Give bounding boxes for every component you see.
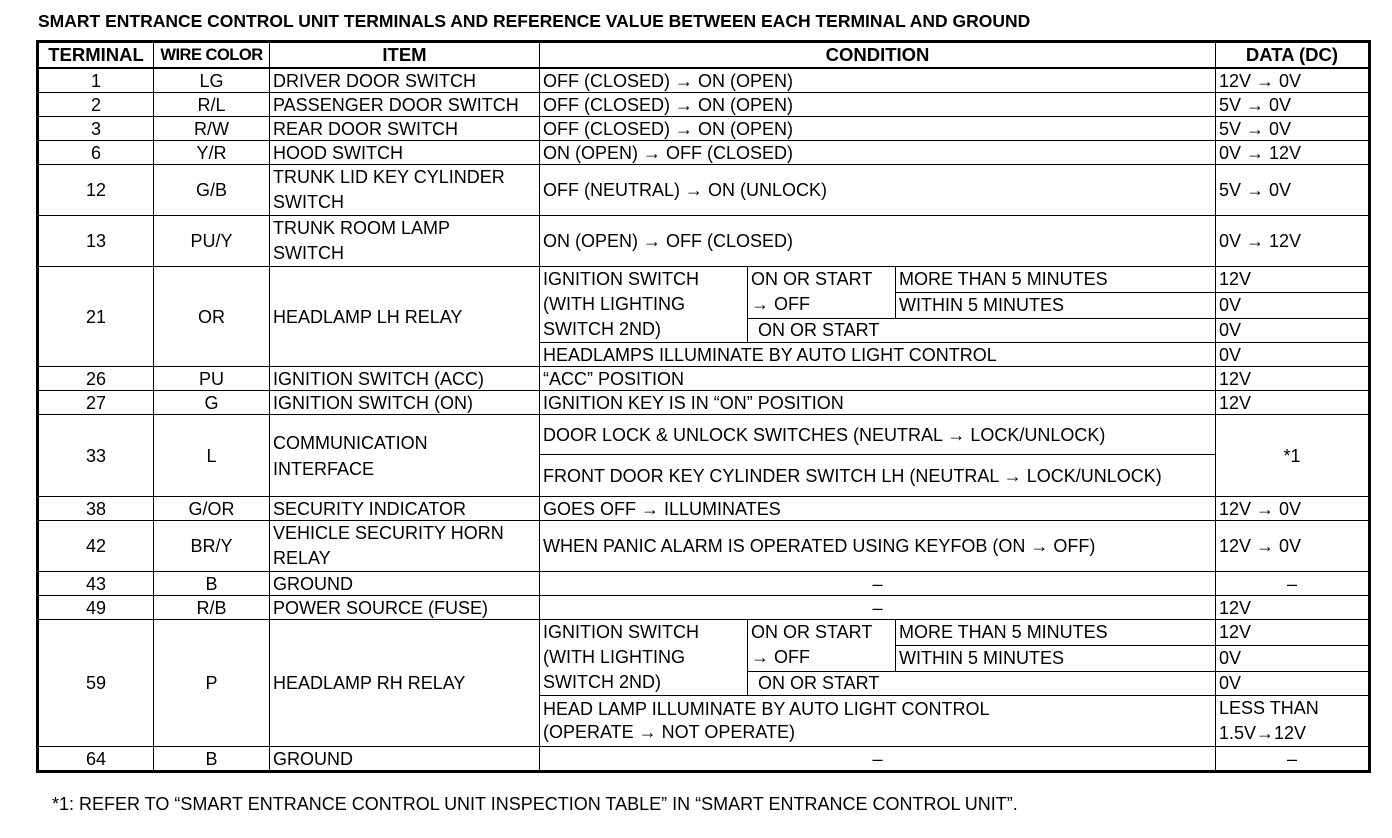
item-line: SWITCH [273, 243, 344, 263]
condition-cell: – [540, 596, 1216, 620]
data-cell: 12V [1216, 367, 1370, 391]
terminal-cell: 49 [38, 596, 154, 620]
wire-color-cell: P [154, 620, 270, 747]
item-cell: IGNITION SWITCH (ACC) [270, 367, 540, 391]
table-row [38, 572, 1370, 596]
item-cell [270, 216, 540, 267]
item-cell: GROUND [270, 747, 540, 772]
on-start-off-cell [748, 620, 896, 672]
item-line: TRUNK LID KEY CYLINDER [273, 167, 505, 187]
terminal-cell: 33 [38, 415, 154, 497]
table-row [38, 415, 1370, 455]
data-cell: 12V [1216, 596, 1370, 620]
on-or-start-cell: ON OR START [748, 318, 1216, 342]
condition-line: → OFF [751, 647, 810, 668]
item-line: SWITCH [273, 192, 344, 212]
data-cell: 12V [1216, 391, 1370, 415]
condition-line: (OPERATE → NOT OPERATE) [543, 722, 796, 742]
data-cell: 12V [1216, 620, 1370, 646]
item-cell [270, 415, 540, 497]
data-cell: – [1216, 747, 1370, 772]
terminal-cell: 27 [38, 391, 154, 415]
terminal-cell: 2 [38, 93, 154, 117]
wire-color-cell: LG [154, 68, 270, 93]
item-cell [270, 165, 540, 216]
on-start-off-cell [748, 267, 896, 319]
table-row [38, 497, 1370, 521]
data-line: LESS THAN [1219, 698, 1319, 718]
wire-color-cell: G/B [154, 165, 270, 216]
table-row [38, 596, 1370, 620]
wire-color-cell: OR [154, 267, 270, 367]
table-row [38, 141, 1370, 165]
data-cell: 0V [1216, 292, 1370, 318]
page-title: SMART ENTRANCE CONTROL UNIT TERMINALS AND REFERENCE VALUE BETWEEN EACH TERMINAL AND GROUND [38, 11, 1031, 31]
terminal-cell: 38 [38, 497, 154, 521]
table-row [38, 521, 1370, 572]
condition-cell: ON (OPEN) → OFF (CLOSED) [540, 216, 1216, 267]
wire-color-cell: BR/Y [154, 521, 270, 572]
condition-line: HEAD LAMP ILLUMINATE BY AUTO LIGHT CONTROL [543, 699, 990, 719]
within-cell: WITHIN 5 MINUTES [896, 645, 1216, 671]
item-line: TRUNK ROOM LAMP [273, 218, 451, 238]
condition-cell: – [540, 747, 1216, 772]
item-cell: IGNITION SWITCH (ON) [270, 391, 540, 415]
condition-cell: OFF (CLOSED) → ON (OPEN) [540, 117, 1216, 141]
terminal-cell: 59 [38, 620, 154, 747]
item-cell: HEADLAMP LH RELAY [270, 267, 540, 367]
condition-line: ON OR START [751, 269, 873, 290]
header-item: ITEM [270, 42, 540, 69]
wire-color-cell: PU/Y [154, 216, 270, 267]
terminal-cell: 21 [38, 267, 154, 367]
terminal-cell: 26 [38, 367, 154, 391]
wire-color-cell: B [154, 572, 270, 596]
auto-light-cell: HEADLAMPS ILLUMINATE BY AUTO LIGHT CONTROL [540, 343, 1216, 367]
terminal-reference-table [36, 40, 1371, 773]
data-cell: 12V → 0V [1216, 521, 1370, 572]
data-cell [1216, 696, 1370, 747]
data-cell: 5V → 0V [1216, 165, 1370, 216]
within-cell: WITHIN 5 MINUTES [896, 292, 1216, 318]
wire-color-cell: B [154, 747, 270, 772]
data-cell: – [1216, 572, 1370, 596]
wire-color-cell: R/W [154, 117, 270, 141]
condition-line: IGNITION SWITCH [543, 622, 699, 642]
condition-line: → OFF [751, 294, 810, 315]
header-condition: CONDITION [540, 42, 1216, 69]
condition-cell: DOOR LOCK & UNLOCK SWITCHES (NEUTRAL → LOCK/UNLOCK) [540, 415, 1216, 455]
data-cell: 0V → 12V [1216, 216, 1370, 267]
item-cell [270, 521, 540, 572]
wire-color-cell: R/L [154, 93, 270, 117]
condition-line: IGNITION SWITCH [543, 269, 699, 289]
data-cell: 12V [1216, 267, 1370, 293]
terminal-cell: 13 [38, 216, 154, 267]
ignition-switch-cell [540, 620, 748, 696]
condition-cell: GOES OFF → ILLUMINATES [540, 497, 1216, 521]
item-line: RELAY [273, 548, 331, 568]
wire-color-cell: Y/R [154, 141, 270, 165]
item-line: INTERFACE [273, 458, 375, 479]
wire-color-cell: G/OR [154, 497, 270, 521]
more-than-cell: MORE THAN 5 MINUTES [896, 267, 1216, 293]
condition-cell: ON (OPEN) → OFF (CLOSED) [540, 141, 1216, 165]
item-cell: PASSENGER DOOR SWITCH [270, 93, 540, 117]
condition-line: (WITH LIGHTING [543, 647, 685, 667]
item-line: COMMUNICATION [273, 432, 428, 453]
item-cell: POWER SOURCE (FUSE) [270, 596, 540, 620]
wire-color-cell: G [154, 391, 270, 415]
table-row [38, 216, 1370, 267]
ignition-switch-cell [540, 267, 748, 343]
item-cell: HEADLAMP RH RELAY [270, 620, 540, 747]
footnote: *1: REFER TO “SMART ENTRANCE CONTROL UNIT INSPECTION TABLE” IN “SMART ENTRANCE CONTROL UNIT”. [52, 794, 1018, 814]
terminal-cell: 43 [38, 572, 154, 596]
data-cell: 0V [1216, 645, 1370, 671]
table-row [38, 391, 1370, 415]
condition-cell: IGNITION KEY IS IN “ON” POSITION [540, 391, 1216, 415]
terminal-cell: 6 [38, 141, 154, 165]
data-cell: 5V → 0V [1216, 117, 1370, 141]
item-cell: HOOD SWITCH [270, 141, 540, 165]
header-wire-color: WIRE COLOR [154, 42, 270, 69]
condition-cell: – [540, 572, 1216, 596]
table-row [38, 93, 1370, 117]
terminal-cell: 12 [38, 165, 154, 216]
wire-color-cell: PU [154, 367, 270, 391]
condition-line: SWITCH 2ND) [543, 672, 661, 692]
table-row [38, 367, 1370, 391]
item-line: VEHICLE SECURITY HORN [273, 523, 504, 543]
item-cell: DRIVER DOOR SWITCH [270, 68, 540, 93]
table-row [38, 267, 1370, 293]
data-cell: *1 [1216, 415, 1370, 497]
item-cell: GROUND [270, 572, 540, 596]
condition-cell: OFF (CLOSED) → ON (OPEN) [540, 68, 1216, 93]
terminal-cell: 64 [38, 747, 154, 772]
condition-cell: OFF (CLOSED) → ON (OPEN) [540, 93, 1216, 117]
terminal-cell: 3 [38, 117, 154, 141]
item-cell: SECURITY INDICATOR [270, 497, 540, 521]
condition-line: SWITCH 2ND) [543, 319, 661, 339]
data-cell: 0V [1216, 343, 1370, 367]
condition-cell: FRONT DOOR KEY CYLINDER SWITCH LH (NEUTRAL → LOCK/UNLOCK) [540, 455, 1216, 497]
condition-cell: WHEN PANIC ALARM IS OPERATED USING KEYFOB (ON → OFF) [540, 521, 1216, 572]
auto-light-cell [540, 696, 1216, 747]
condition-line: ON OR START [751, 622, 873, 643]
header-row [38, 42, 1370, 69]
table-row [38, 68, 1370, 93]
data-cell: 0V → 12V [1216, 141, 1370, 165]
condition-cell: OFF (NEUTRAL) → ON (UNLOCK) [540, 165, 1216, 216]
header-terminal: TERMINAL [38, 42, 154, 69]
condition-cell: “ACC” POSITION [540, 367, 1216, 391]
table-row [38, 165, 1370, 216]
table-row [38, 117, 1370, 141]
terminal-cell: 1 [38, 68, 154, 93]
table-row [38, 747, 1370, 772]
more-than-cell: MORE THAN 5 MINUTES [896, 620, 1216, 646]
data-cell: 0V [1216, 318, 1370, 342]
data-line: 1.5V→12V [1219, 723, 1307, 743]
on-or-start-cell: ON OR START [748, 671, 1216, 695]
item-cell: REAR DOOR SWITCH [270, 117, 540, 141]
table-row [38, 620, 1370, 646]
terminal-cell: 42 [38, 521, 154, 572]
header-data: DATA (DC) [1216, 42, 1370, 69]
condition-line: (WITH LIGHTING [543, 294, 685, 314]
data-cell: 5V → 0V [1216, 93, 1370, 117]
data-cell: 0V [1216, 671, 1370, 695]
wire-color-cell: L [154, 415, 270, 497]
data-cell: 12V → 0V [1216, 497, 1370, 521]
wire-color-cell: R/B [154, 596, 270, 620]
data-cell: 12V → 0V [1216, 68, 1370, 93]
